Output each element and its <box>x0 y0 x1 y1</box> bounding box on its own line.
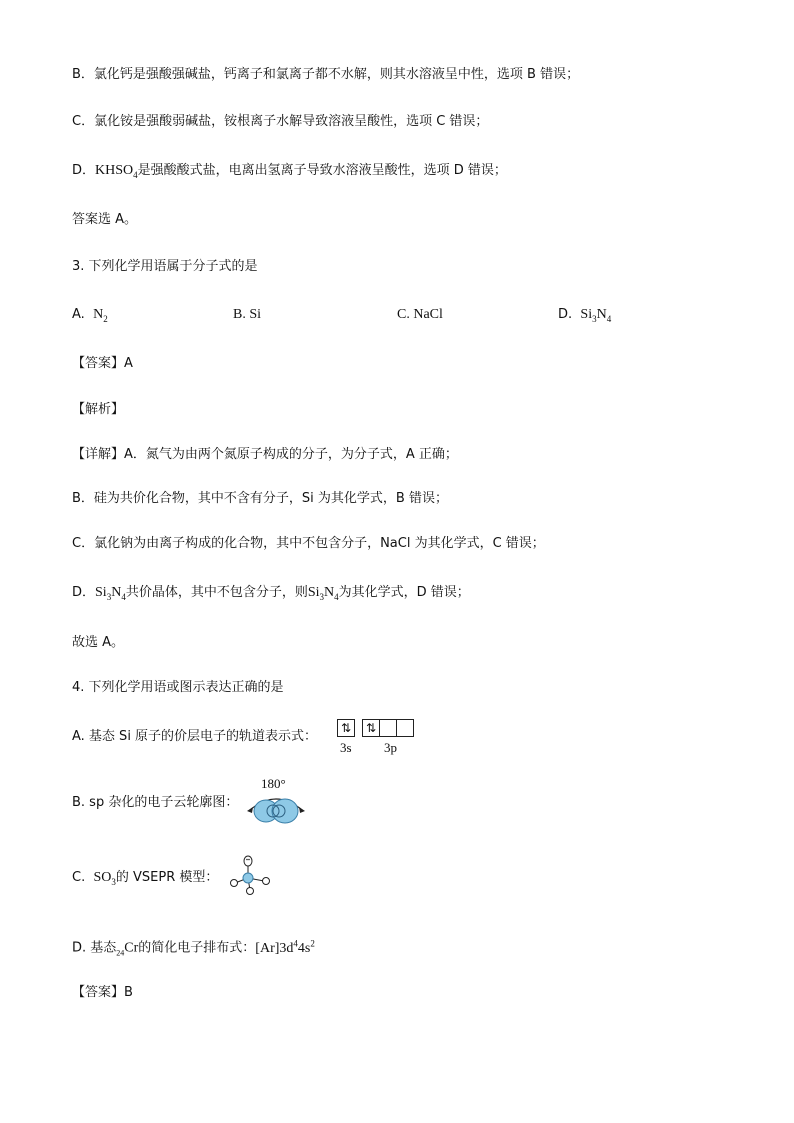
orbital-box-3p-2 <box>379 719 397 737</box>
answer-choose-a: 答案选 A。 <box>72 212 138 227</box>
orbital-label-3p: 3p <box>384 740 397 755</box>
q4-option-a: A. 基态 Si 原子的价层电子的轨道表示式： <box>72 729 318 744</box>
q3-answer: 【答案】A <box>72 356 133 371</box>
explanation-b: B．氯化钙是强酸强碱盐，钙离子和氯离子都不水解，则其水溶液呈中性，选项 B 错误； <box>72 67 580 82</box>
lone-pair-dot-1 <box>246 859 248 861</box>
lone-pair-lobe <box>244 856 252 866</box>
orbital-label-3s: 3s <box>340 740 352 755</box>
q3-detail-d: D．$Si_3N_4$共价晶体，其中不包含分子，则$Si_3N_4$为其化学式，D 错误； <box>72 585 470 602</box>
orbital-box-3p-3 <box>396 719 414 737</box>
q3-option-c: C. NaCl <box>397 307 443 322</box>
explanation-c: C．氯化铵是强酸弱碱盐，铵根离子水解导致溶液呈酸性，选项 C 错误； <box>72 114 489 129</box>
orbital-3p-group <box>362 719 414 737</box>
q3-option-b: B. Si <box>233 307 262 322</box>
angle-label: 180° <box>261 776 286 791</box>
central-atom <box>243 873 253 883</box>
arc-arrow-right <box>299 807 305 813</box>
q3-conclusion: 故选 A。 <box>72 635 125 650</box>
orbital-diagram <box>337 719 355 737</box>
q4-stem: 4. 下列化学用语或图示表达正确的是 <box>72 680 284 695</box>
q4-answer: 【答案】B <box>72 985 133 1000</box>
q3-analysis-heading: 【解析】 <box>72 402 125 417</box>
q3-stem: 3. 下列化学用语属于分子式的是 <box>72 259 258 274</box>
atom-left <box>231 880 238 887</box>
q3-detail-a: 【详解】A．氮气为由两个氮原子构成的分子，为分子式，A 正确； <box>72 447 458 462</box>
q3-option-a: A. $N_2$ <box>72 307 108 324</box>
orbital-box-3p-1: ⇅ <box>362 719 380 737</box>
q4-option-d: D. 基态$_{24}$Cr的简化电子排布式：$[Ar]3d^44s^2$ <box>72 938 315 958</box>
explanation-d: D．$KHSO_4$是强酸酸式盐，电离出氢离子导致水溶液呈酸性，选项 D 错误； <box>72 163 507 180</box>
formula-khso4: $KHSO_4$ <box>95 163 138 180</box>
arc-arrow-left <box>247 807 253 813</box>
atom-bottom <box>247 888 254 895</box>
q3-detail-c: C．氯化钠为由离子构成的化合物，其中不包含分子，NaCl 为其化学式，C 错误； <box>72 536 545 551</box>
q3-detail-b: B．硅为共价化合物，其中不含有分子，Si 为其化学式，B 错误； <box>72 491 448 506</box>
orbital-box-3s: ⇅ <box>337 719 355 737</box>
lone-pair-dot-2 <box>248 859 250 861</box>
q4-option-b: B. sp 杂化的电子云轮廓图： <box>72 795 239 810</box>
sp-hybrid-figure <box>244 790 308 826</box>
q3-option-d: D. $Si_3N_4$ <box>558 307 612 324</box>
atom-right <box>263 878 270 885</box>
vsepr-model <box>228 854 272 896</box>
q4-option-c: C. $SO_3$的 VSEPR 模型： <box>72 870 219 887</box>
